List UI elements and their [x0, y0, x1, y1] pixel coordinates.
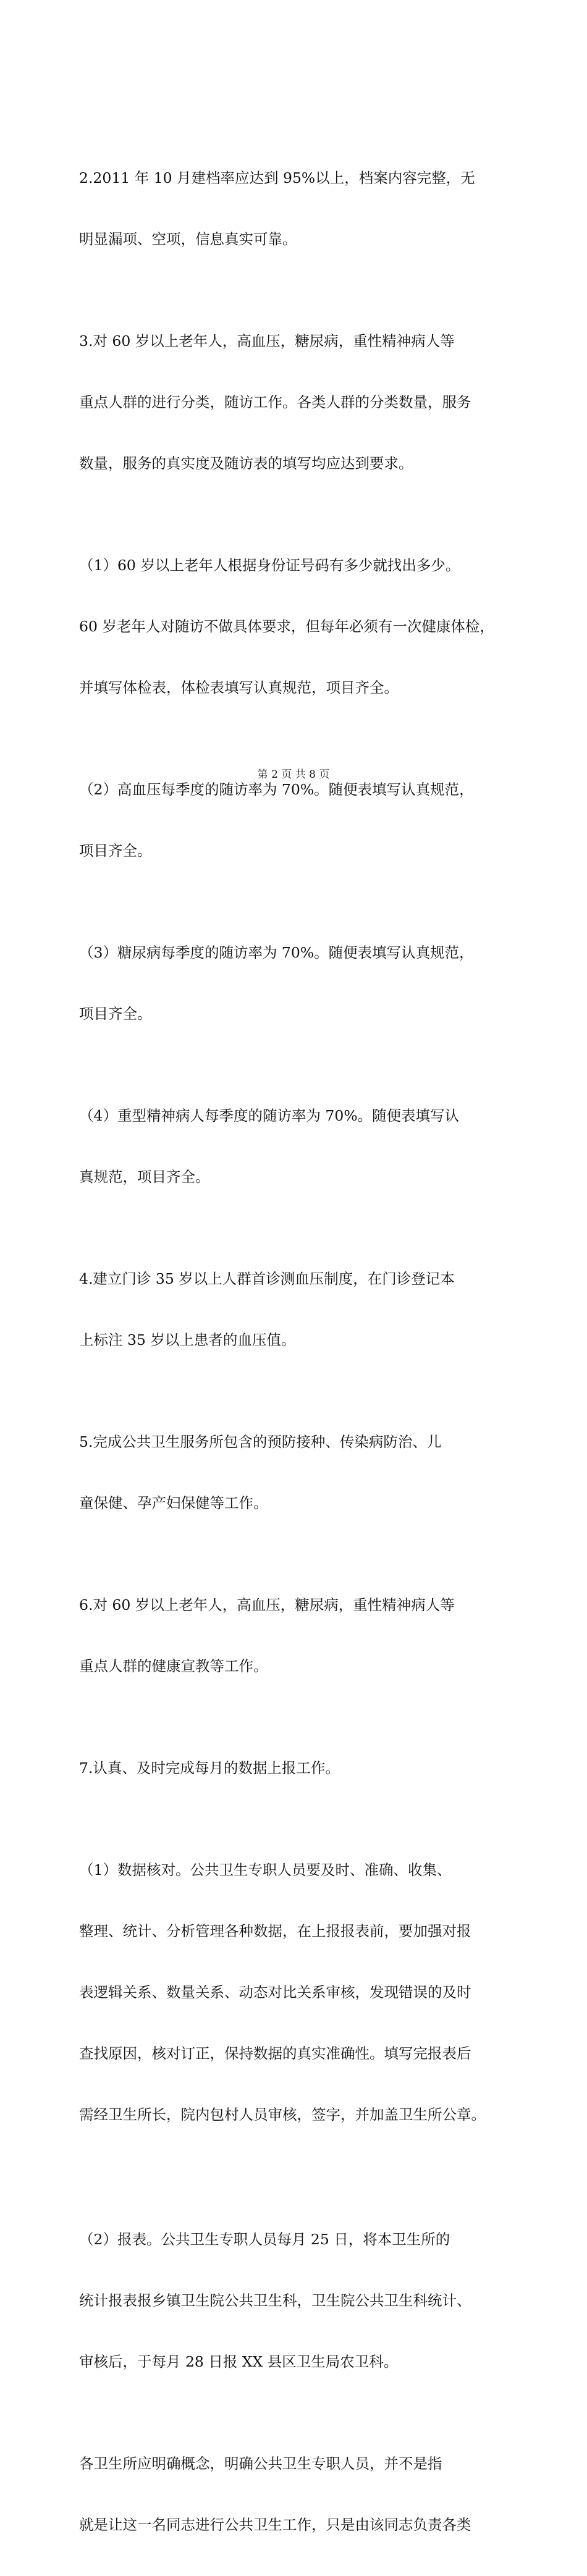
- text-line: 4.建立门诊 35 岁以上人群首诊测血压制度，在门诊登记本: [79, 1270, 455, 1287]
- text-line: （3）糖尿病每季度的随访率为 70%。随便表填写认真规范，: [79, 944, 474, 961]
- text-line: 项目齐全。: [79, 842, 152, 859]
- text-line: 童保健、孕产妇保健等工作。: [79, 1494, 268, 1512]
- paragraph-blood-pressure: [79, 1228, 512, 1391]
- paragraph-archive-rate: [79, 127, 512, 290]
- text-line: （2）高血压每季度的随访率为 70%。随便表填写认真规范，: [79, 781, 474, 798]
- paragraph-public-health-services: [79, 1391, 512, 1554]
- paragraph-gap: [79, 2166, 512, 2189]
- paragraph-concept-clarification: [79, 2413, 512, 2576]
- paragraph-hypertension: [79, 739, 512, 902]
- text-line: 项目齐全。: [79, 1005, 152, 1022]
- text-line: 统计报表报乡镇卫生院公共卫生科，卫生院公共卫生科统计、: [79, 2292, 471, 2309]
- page-number-footer: 第 2 页 共 8 页: [257, 768, 330, 781]
- text-line: 重点人群的健康宣教等工作。: [79, 1657, 268, 1675]
- paragraph-key-groups-followup: [79, 290, 512, 515]
- text-line: 3.对 60 岁以上老年人，高血压，糖尿病，重性精神病人等: [79, 332, 455, 350]
- text-line: （1）数据核对。公共卫生专职人员要及时、准确、收集、: [79, 1861, 452, 1879]
- paragraph-report-submission: [79, 2189, 512, 2413]
- text-line: 并填写体检表，体检表填写认真规范，项目齐全。: [79, 679, 399, 696]
- paragraph-diabetes: [79, 902, 512, 1065]
- text-line: 2.2011 年 10 月建档率应达到 95%以上，档案内容完整，无: [79, 169, 475, 187]
- text-line: 审核后，于每月 28 日报 XX 县区卫生局农卫科。: [79, 2353, 399, 2370]
- text-line: 6.对 60 岁以上老年人，高血压，糖尿病，重性精神病人等: [79, 1596, 455, 1614]
- text-line: 就是让这一名同志进行公共卫生工作，只是由该同志负责各类: [79, 2516, 471, 2533]
- paragraph-data-check: [79, 1819, 512, 2166]
- paragraph-health-education: [79, 1554, 512, 1717]
- paragraph-mental-illness: [79, 1065, 512, 1228]
- text-line: 数量，服务的真实度及随访表的填写均应达到要求。: [79, 455, 413, 472]
- paragraph-elderly: [79, 515, 512, 739]
- text-line: （2）报表。公共卫生专职人员每月 25 日，将本卫生所的: [79, 2231, 450, 2248]
- text-line: 各卫生所应明确概念，明确公共卫生专职人员，并不是指: [79, 2455, 442, 2472]
- text-line: 整理、统计、分析管理各种数据，在上报报表前，要加强对报: [79, 1922, 471, 1940]
- text-line: （1）60 岁以上老年人根据身份证号码有多少就找出多少。: [79, 557, 460, 574]
- document-body: [79, 127, 512, 2576]
- text-line: 真规范，项目齐全。: [79, 1168, 210, 1185]
- text-line: 上标注 35 岁以上患者的血压值。: [79, 1331, 296, 1349]
- text-line: 60 岁老年人对随访不做具体要求，但每年必须有一次健康体检，: [79, 618, 494, 635]
- text-line: 明显漏项、空项，信息真实可靠。: [79, 230, 297, 248]
- text-line: 5.完成公共卫生服务所包含的预防接种、传染病防治、儿: [79, 1433, 442, 1450]
- text-line: 需经卫生所长，院内包村人员审核，签字，并加盖卫生所公章。: [79, 2106, 486, 2123]
- text-line: 重点人群的进行分类，随访工作。各类人群的分类数量，服务: [79, 394, 471, 411]
- text-line: 表逻辑关系、数量关系、动态对比关系审核，发现错误的及时: [79, 1984, 471, 2001]
- text-line: （4）重型精神病人每季度的随访率为 70%。随便表填写认: [79, 1107, 460, 1124]
- text-line: 7.认真、及时完成每月的数据上报工作。: [79, 1759, 340, 1777]
- paragraph-monthly-report: [79, 1717, 512, 1819]
- text-line: 查找原因，核对订正，保持数据的真实准确性。填写完报表后: [79, 2045, 471, 2062]
